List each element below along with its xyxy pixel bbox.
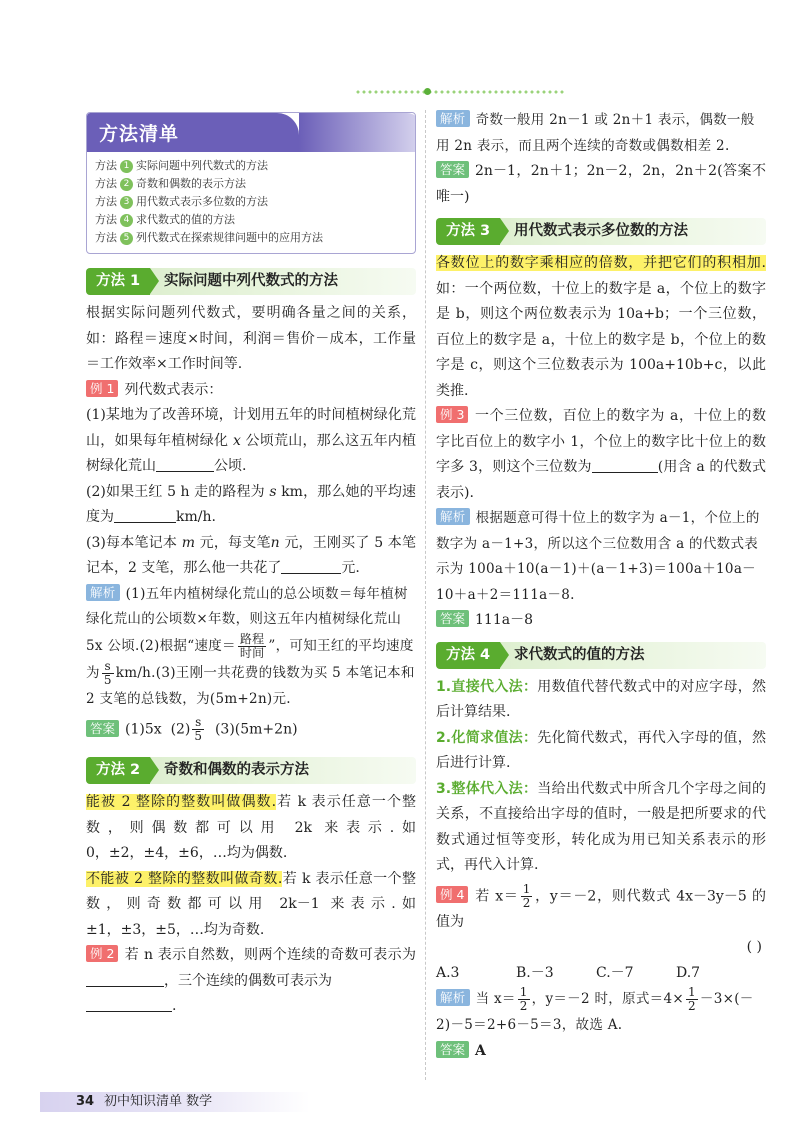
method-4-header xyxy=(436,642,766,669)
option-1[interactable]: B.－3 xyxy=(516,964,554,981)
answer-2: 答案 2n－1，2n＋1；2n－2，2n，2n＋2(答案不唯一) xyxy=(436,162,766,205)
answer-blank[interactable] xyxy=(86,972,164,987)
method-1-intro: 根据实际问题列代数式，要明确各量之间的关系，如：路程＝速度×时间，利润＝售价－成本，工作量＝工作效率×工作时间等. xyxy=(86,305,416,372)
method-list-box xyxy=(86,112,416,254)
answer-label: 答案 xyxy=(86,720,119,737)
example-1-q1: (1)某地为了改善环境，计划用五年的时间植树绿化荒山，如果每年植树绿化 x 公顷荒山，那么这五年内植树绿化荒山 公顷. xyxy=(86,407,417,474)
example-label: 例 4 xyxy=(436,886,468,903)
fraction: $\frac{1}{2}$ xyxy=(522,881,531,910)
method-3-body: 各数位上的数字乘相应的倍数，并把它们的积相加.如：一个两位数，十位上的数字是 a，个位上的数字是 b，则这个两位数表示为 10a+b；一个三位数，百位上的数字是 a，十位上的数字是 b，个位上的数字是 c，则这个三位数表示为 100a+10b+c，以此类推. xyxy=(436,255,766,399)
odd-definition: 不能被 2 整除的整数叫做奇数.若 k 表示任意一个整数，则奇数都可以用 2k－1 来表示.如±1，±3，±5，…均为奇数. xyxy=(86,870,416,938)
option-3[interactable]: D.7 xyxy=(676,964,701,981)
analysis-label: 解析 xyxy=(436,110,470,127)
answer-3: 答案 111a－8 xyxy=(436,608,766,634)
example-1-q3: (3)每本笔记本 m 元，每支笔n 元，王刚买了 5 本笔记本，2 支笔，那么他一共花了 元. xyxy=(86,534,416,576)
analysis-3: 解析 根据题意可得十位上的数字为 a－1，个位上的数字为 a－1+3，所以这个三位数用含 a 的代数式表示为 100a＋10(a－1)＋(a－1+3)＝100a＋10a－10＋a＋2＝111a－8. xyxy=(436,509,760,603)
answer-blank[interactable] xyxy=(592,458,658,473)
page-footer xyxy=(40,1092,310,1112)
method-1-header xyxy=(86,268,416,295)
example-2: 例 2 若 n 表示自然数，则两个连续的奇数可表示为，三个连续的偶数可表示为 . xyxy=(86,943,416,1020)
example-4-options xyxy=(436,961,766,987)
answer-blank[interactable] xyxy=(114,508,176,523)
example-label: 例 3 xyxy=(436,406,468,423)
example-1: 例 1 列代数式表示： xyxy=(86,378,416,404)
method-4-tag: 方法 4 xyxy=(436,642,500,669)
method-list-item: 方法 3 用代数式表示多位数的方法 xyxy=(95,195,268,208)
method-3-tag: 方法 3 xyxy=(436,218,500,245)
method-list-title: 方法清单 xyxy=(87,113,299,152)
method-list-item: 方法 1 实际问题中列代数式的方法 xyxy=(95,159,268,172)
method-list-item: 方法 5 列代数式在探索规律问题中的应用方法 xyxy=(95,231,323,244)
method-list xyxy=(87,152,415,253)
answer-blank[interactable] xyxy=(281,559,341,574)
example-label: 例 1 xyxy=(86,380,118,397)
answer-blank[interactable] xyxy=(156,457,214,472)
answer-label: 答案 xyxy=(436,161,469,178)
decorative-dots xyxy=(355,89,565,95)
page-number: 34 xyxy=(76,1094,95,1109)
method-4-title: 求代数式的值的方法 xyxy=(514,646,645,663)
method-2-title: 奇数和偶数的表示方法 xyxy=(164,762,309,778)
method-list-item: 方法 4 求代数式的值的方法 xyxy=(95,213,235,226)
option-0[interactable]: A.3 xyxy=(436,964,460,981)
method-2-header xyxy=(86,757,416,784)
analysis-2: 解析 奇数一般用 2n－1 或 2n＋1 表示，偶数一般用 2n 表示，而且两个连续的奇数或偶数相差 2. xyxy=(436,111,755,154)
analysis-label: 解析 xyxy=(436,508,470,525)
method-4-step-3: 3.整体代入法：当给出代数式中所含几个字母之间的关系，不直接给出字母的值时，一般是把所要求的代数式通过恒等变形，转化成为用已知关系表示的形式，再代入计算. xyxy=(436,780,767,873)
method-1-title: 实际问题中列代数式的方法 xyxy=(164,273,338,289)
answer-1: 答案 (1)5x (2) $\frac{s}{5}$ (3)(5m+2n) xyxy=(86,716,416,743)
answer-label: 答案 xyxy=(436,610,469,627)
example-1-q2: (2)如果王红 5 h 走的路程为 s km，那么她的平均速度为 km/h. xyxy=(86,483,417,525)
analysis-4: 解析 当 x＝ $\frac{1}{2}$ ，y＝－2 时，原式＝4× $\frac{1}{2}$ －3×(－2)－5＝2+6－5＝3，故选 A. xyxy=(436,985,754,1033)
even-definition: 能被 2 整除的整数叫做偶数.若 k 表示任意一个整数，则偶数都可以用 2k 来表示.如 0，±2，±4，±6，…均为偶数. xyxy=(86,794,416,861)
fraction: $\frac{s}{5}$ xyxy=(103,658,112,687)
analysis-label: 解析 xyxy=(86,584,120,601)
example-3: 例 3 一个三位数，百位上的数字为 a，十位上的数字比百位上的数字小 1，个位上的数字比十位上的数字多 3，则这个三位数为 (用含 a 的代数式表示). xyxy=(436,407,766,501)
method-list-item: 方法 2 奇数和偶数的表示方法 xyxy=(95,177,246,190)
answer-4: 答案 A xyxy=(436,1039,766,1065)
fraction: $\frac{1}{2}$ xyxy=(519,985,528,1013)
example-4: 例 4 若 x＝ $\frac{1}{2}$ ，y＝－2，则代数式 4x－3y－5 的值为 xyxy=(436,881,766,930)
answer-blank[interactable] xyxy=(86,997,172,1012)
analysis-1: 解析 (1)五年内植树绿化荒山的总公顷数＝每年植树绿化荒山的公顷数×年数，则这五年内植树绿化荒山 5x 公顷.(2)根据“速度＝ $\frac{\text{路程}}{\text{时间}}$ ”，可知王红的平均速度为 $\frac{s}{5}$ km/h.(3)王刚一共花费的钱数为买 5 本笔记本和 2 支笔的总钱数，为(5m+2n)元. xyxy=(86,584,415,707)
example-label: 例 2 xyxy=(86,945,118,962)
fraction: $\frac{\text{路程}}{\text{时间}}$ xyxy=(239,631,265,660)
method-2-tag: 方法 2 xyxy=(86,757,150,784)
answer-label: 答案 xyxy=(436,1041,469,1058)
column-divider xyxy=(425,110,426,1080)
method-3-title: 用代数式表示多位数的方法 xyxy=(514,223,688,239)
option-2[interactable]: C.－7 xyxy=(596,964,634,981)
method-1-tag: 方法 1 xyxy=(86,268,150,295)
right-column xyxy=(436,108,766,1064)
book-title: 初中知识清单 数学 xyxy=(104,1094,213,1109)
method-3-header xyxy=(436,218,766,245)
left-column xyxy=(86,112,416,1020)
fraction: $\frac{s}{5}$ xyxy=(194,715,203,743)
example-4-bracket: ( ) xyxy=(746,939,762,955)
fraction: $\frac{1}{2}$ xyxy=(687,985,696,1013)
method-4-step-1: 1.直接代入法：用数值代替代数式中的对应字母，然后计算结果. xyxy=(436,678,767,720)
method-4-step-2: 2.化简求值法：先化简代数式，再代入字母的值，然后进行计算. xyxy=(436,729,767,771)
analysis-label: 解析 xyxy=(436,989,470,1006)
